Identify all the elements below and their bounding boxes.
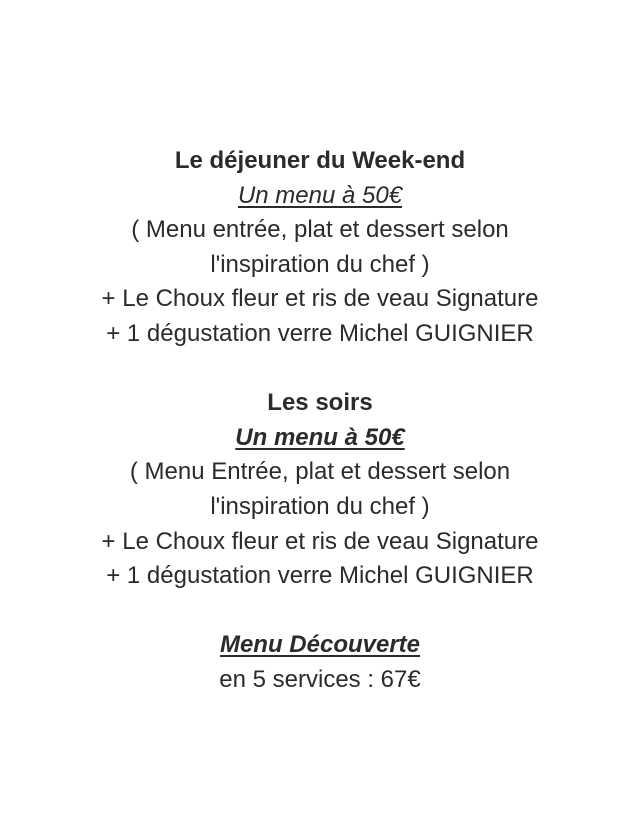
weekend-lunch-description-line1: ( Menu entrée, plat et dessert selon (131, 216, 509, 244)
discovery-menu-detail: en 5 services : 67€ (219, 665, 421, 693)
discovery-menu-section (0, 628, 640, 697)
discovery-menu-title: Menu Découverte (219, 631, 421, 659)
evenings-title: Les soirs (267, 389, 373, 417)
section-spacer (0, 594, 640, 629)
weekend-lunch-section (0, 144, 640, 352)
section-spacer (0, 352, 640, 387)
evenings-subtitle: Un menu à 50€ (235, 423, 405, 451)
evenings-description-line2: l'inspiration du chef ) (210, 492, 430, 520)
weekend-lunch-extra-tasting: + 1 dégustation verre Michel GUIGNIER (106, 319, 534, 347)
evenings-section (0, 386, 640, 594)
weekend-lunch-extra-signature: + Le Choux fleur et ris de veau Signature (101, 285, 539, 313)
weekend-lunch-title: Le déjeuner du Week-end (174, 147, 466, 174)
evenings-extra-tasting: + 1 dégustation verre Michel GUIGNIER (106, 562, 534, 590)
weekend-lunch-description-line2: l'inspiration du chef ) (210, 250, 430, 278)
weekend-lunch-subtitle: Un menu à 50€ (237, 181, 403, 209)
evenings-extra-signature: + Le Choux fleur et ris de veau Signature (101, 527, 539, 555)
evenings-description-line1: ( Menu Entrée, plat et dessert selon (129, 458, 511, 486)
